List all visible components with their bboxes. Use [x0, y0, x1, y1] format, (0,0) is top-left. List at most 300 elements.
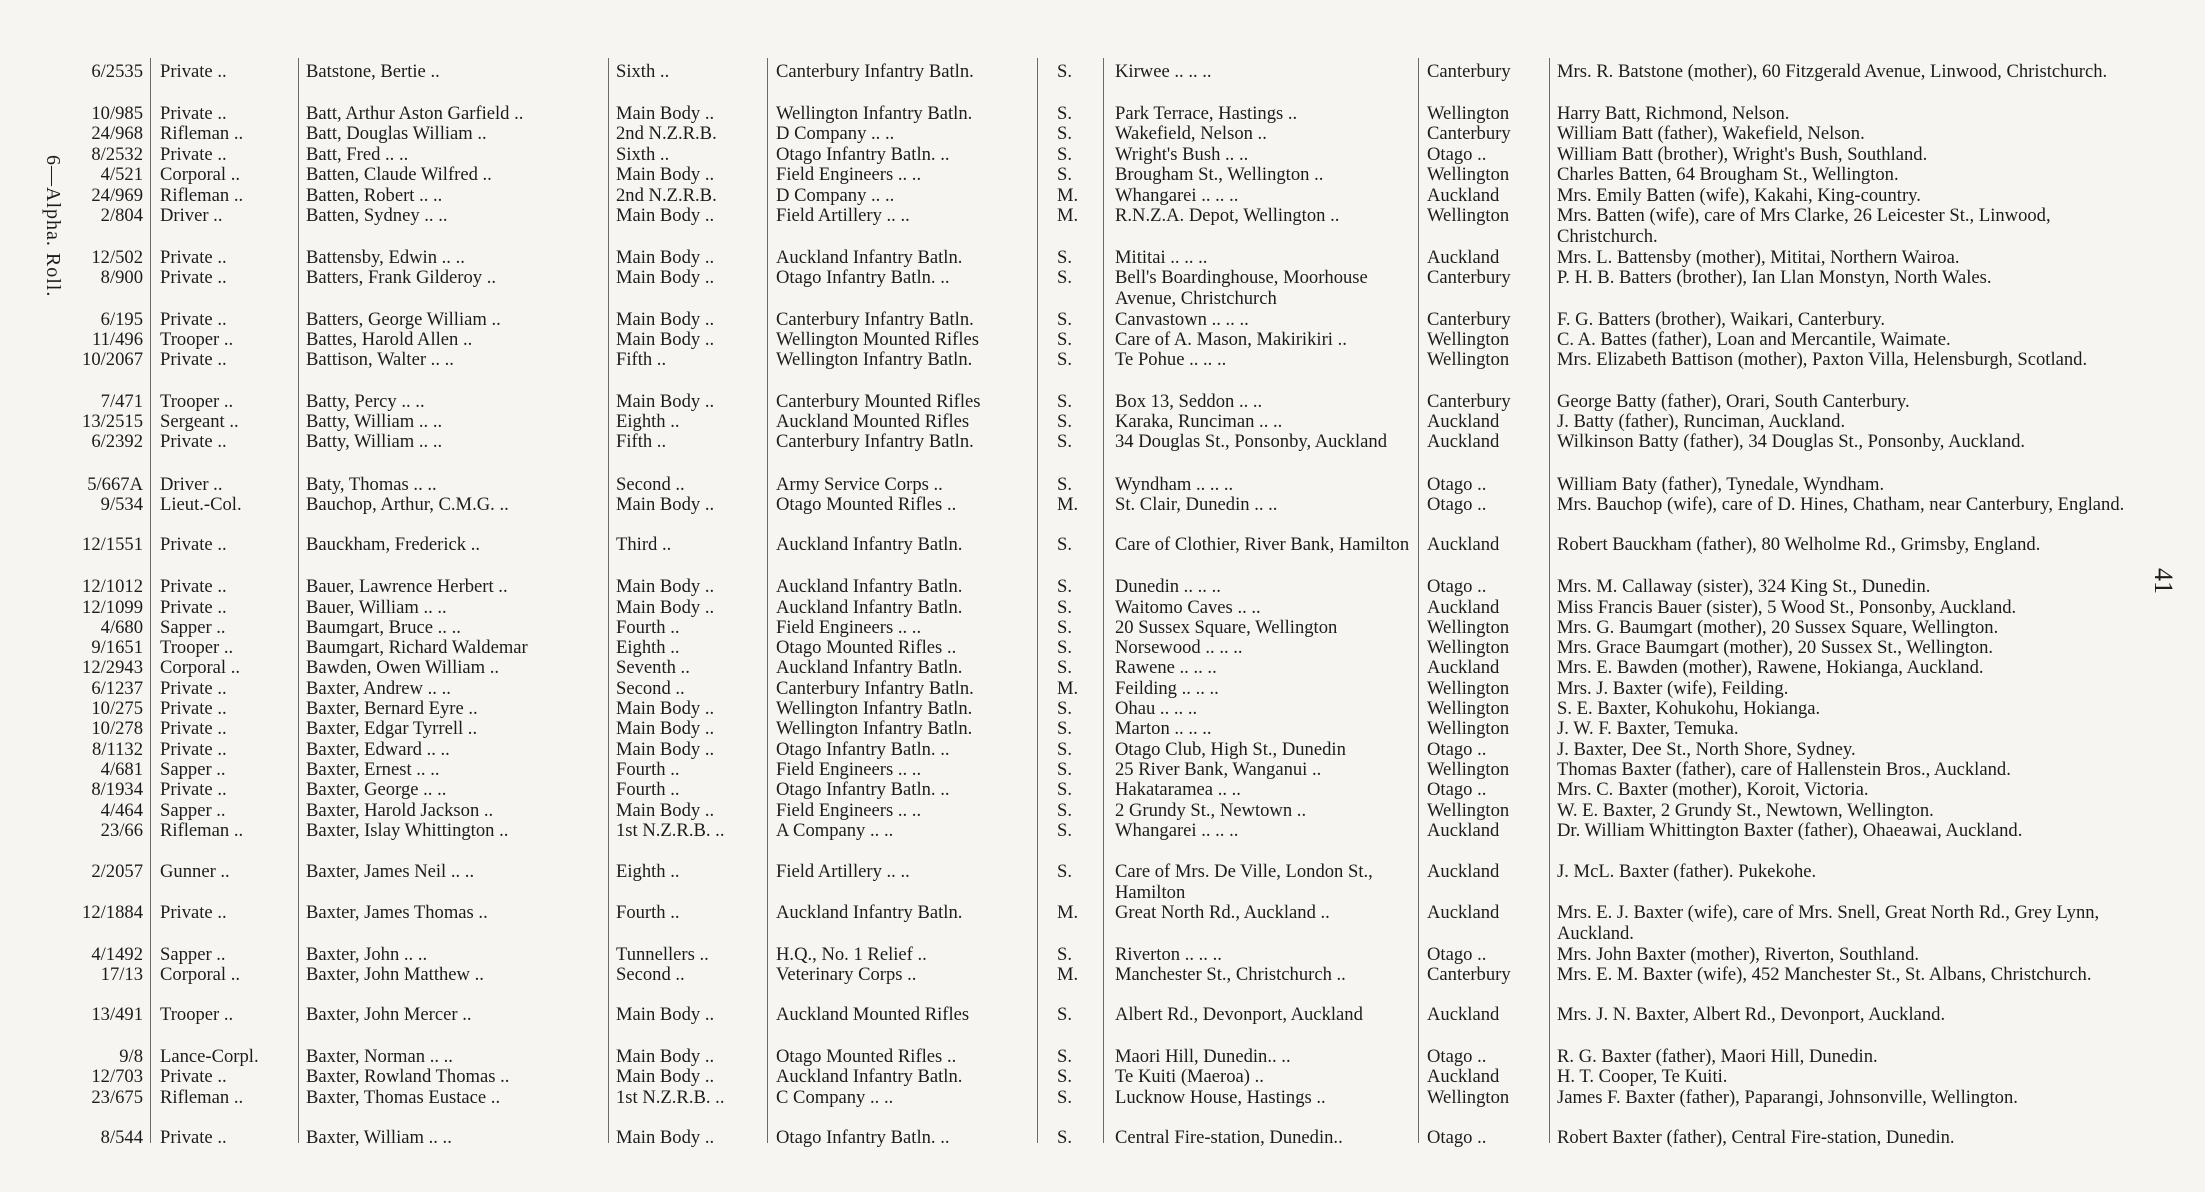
- next-of-kin-cell: W. E. Baxter, 2 Grundy St., Newtown, Wellington.: [1557, 800, 1934, 821]
- service-number-cell: 13/491: [91, 1004, 143, 1025]
- last-address-cell: Box 13, Seddon .. ..: [1115, 391, 1263, 412]
- corps-cell: Wellington Infantry Batln.: [776, 349, 973, 370]
- corps-cell: Otago Infantry Batln. ..: [776, 1127, 950, 1148]
- district-cell: Auckland: [1427, 657, 1500, 678]
- district-cell: Otago ..: [1427, 944, 1487, 965]
- corps-cell: Field Engineers .. ..: [776, 164, 922, 185]
- unit-cell: Main Body ..: [616, 576, 715, 597]
- marital-status-cell: S.: [1057, 1046, 1072, 1067]
- next-of-kin-cell: Dr. William Whittington Baxter (father), Ohaeawai, Auckland.: [1557, 820, 2023, 841]
- unit-cell: Main Body ..: [616, 205, 715, 226]
- district-cell: Wellington: [1427, 329, 1510, 350]
- rank-cell: Private ..: [160, 902, 227, 923]
- corps-cell: Otago Infantry Batln. ..: [776, 267, 950, 288]
- last-address-cell: Whangarei .. .. ..: [1115, 185, 1239, 206]
- unit-cell: Main Body ..: [616, 329, 715, 350]
- unit-cell: Third ..: [616, 534, 672, 555]
- rank-cell: Sergeant ..: [160, 411, 239, 432]
- last-address-cell: Riverton .. .. ..: [1115, 944, 1222, 965]
- rank-cell: Private ..: [160, 718, 227, 739]
- corps-cell: Veterinary Corps ..: [776, 964, 917, 985]
- marital-status-cell: S.: [1057, 576, 1072, 597]
- unit-cell: Main Body ..: [616, 1004, 715, 1025]
- rank-cell: Trooper ..: [160, 1004, 234, 1025]
- next-of-kin-cell: Mrs. J. Baxter (wife), Feilding.: [1557, 678, 1789, 699]
- unit-cell: Main Body ..: [616, 718, 715, 739]
- unit-cell: Fourth ..: [616, 902, 680, 923]
- unit-cell: Main Body ..: [616, 164, 715, 185]
- unit-cell: Main Body ..: [616, 597, 715, 618]
- rank-cell: Private ..: [160, 698, 227, 719]
- rank-cell: Private ..: [160, 1066, 227, 1087]
- corps-cell: Field Artillery .. ..: [776, 205, 910, 226]
- unit-cell: Sixth ..: [616, 61, 670, 82]
- next-of-kin-cell: Charles Batten, 64 Brougham St., Wellington.: [1557, 164, 1899, 185]
- marital-status-cell: M.: [1057, 205, 1079, 226]
- corps-cell: Canterbury Infantry Batln.: [776, 309, 974, 330]
- next-of-kin-cell: H. T. Cooper, Te Kuiti.: [1557, 1066, 1728, 1087]
- marital-status-cell: S.: [1057, 657, 1072, 678]
- last-address-cell: Ohau .. .. ..: [1115, 698, 1198, 719]
- corps-cell: Wellington Mounted Rifles: [776, 329, 980, 350]
- soldier-name-cell: Bauer, William .. ..: [306, 597, 447, 618]
- corps-cell: D Company .. ..: [776, 123, 895, 144]
- marital-status-cell: S.: [1057, 309, 1072, 330]
- last-address-cell: Norsewood .. .. ..: [1115, 637, 1243, 658]
- unit-cell: 2nd N.Z.R.B.: [616, 185, 717, 206]
- column-rule: [1103, 58, 1104, 1143]
- marital-status-cell: S.: [1057, 820, 1072, 841]
- unit-cell: Main Body ..: [616, 800, 715, 821]
- service-number-cell: 12/2943: [82, 657, 143, 678]
- corps-cell: Canterbury Infantry Batln.: [776, 431, 974, 452]
- soldier-name-cell: Batstone, Bertie ..: [306, 61, 440, 82]
- soldier-name-cell: Baxter, Edgar Tyrrell ..: [306, 718, 478, 739]
- marital-status-cell: S.: [1057, 1004, 1072, 1025]
- corps-cell: Canterbury Infantry Batln.: [776, 678, 974, 699]
- rank-cell: Private ..: [160, 779, 227, 800]
- district-cell: Wellington: [1427, 698, 1510, 719]
- last-address-cell: Albert Rd., Devonport, Auckland: [1115, 1004, 1363, 1025]
- last-address-cell: Wakefield, Nelson ..: [1115, 123, 1267, 144]
- service-number-cell: 6/1237: [91, 678, 143, 699]
- last-address-cell: Central Fire-station, Dunedin..: [1115, 1127, 1343, 1148]
- next-of-kin-cell: Mrs. M. Callaway (sister), 324 King St., Dunedin.: [1557, 576, 1931, 597]
- service-number-cell: 4/680: [100, 617, 143, 638]
- district-cell: Wellington: [1427, 718, 1510, 739]
- rank-cell: Rifleman ..: [160, 123, 244, 144]
- last-address-cell: R.N.Z.A. Depot, Wellington ..: [1115, 205, 1340, 226]
- district-cell: Auckland: [1427, 1066, 1500, 1087]
- marital-status-cell: S.: [1057, 779, 1072, 800]
- soldier-name-cell: Baxter, Andrew .. ..: [306, 678, 451, 699]
- corps-cell: Otago Mounted Rifles ..: [776, 494, 957, 515]
- last-address-cell: 34 Douglas St., Ponsonby, Auckland: [1115, 431, 1388, 452]
- last-address-cell: Manchester St., Christchurch ..: [1115, 964, 1346, 985]
- soldier-name-cell: Baxter, Thomas Eustace ..: [306, 1087, 501, 1108]
- service-number-cell: 4/681: [100, 759, 143, 780]
- rank-cell: Trooper ..: [160, 637, 234, 658]
- unit-cell: Main Body ..: [616, 739, 715, 760]
- last-address-cell: Wright's Bush .. ..: [1115, 144, 1249, 165]
- unit-cell: Main Body ..: [616, 267, 715, 288]
- corps-cell: Canterbury Mounted Rifles: [776, 391, 981, 412]
- corps-cell: Otago Infantry Batln. ..: [776, 739, 950, 760]
- last-address-cell: Care of Clothier, River Bank, Hamilton: [1115, 534, 1410, 555]
- district-cell: Wellington: [1427, 103, 1510, 124]
- district-cell: Wellington: [1427, 1087, 1510, 1108]
- next-of-kin-cell: Mrs. Elizabeth Battison (mother), Paxton Villa, Helensburgh, Scotland.: [1557, 349, 2088, 370]
- next-of-kin-cell: Mrs. E. M. Baxter (wife), 452 Manchester St., St. Albans, Christchurch.: [1557, 964, 2092, 985]
- unit-cell: Main Body ..: [616, 1127, 715, 1148]
- rank-cell: Private ..: [160, 597, 227, 618]
- column-rule: [1549, 58, 1550, 1143]
- last-address-cell: Te Pohue .. .. ..: [1115, 349, 1227, 370]
- service-number-cell: 9/8: [119, 1046, 143, 1067]
- rank-cell: Rifleman ..: [160, 1087, 244, 1108]
- soldier-name-cell: Baxter, Harold Jackson ..: [306, 800, 494, 821]
- next-of-kin-cell: George Batty (father), Orari, South Canterbury.: [1557, 391, 1910, 412]
- service-number-cell: 2/2057: [91, 861, 143, 882]
- marital-status-cell: S.: [1057, 718, 1072, 739]
- service-number-cell: 7/471: [100, 391, 143, 412]
- soldier-name-cell: Batten, Sydney .. ..: [306, 205, 448, 226]
- soldier-name-cell: Baty, Thomas .. ..: [306, 474, 437, 495]
- soldier-name-cell: Baxter, Bernard Eyre ..: [306, 698, 478, 719]
- service-number-cell: 8/1934: [91, 779, 143, 800]
- column-rule: [608, 58, 609, 1143]
- last-address-cell: Wyndham .. .. ..: [1115, 474, 1234, 495]
- next-of-kin-cell: C. A. Battes (father), Loan and Mercantile, Waimate.: [1557, 329, 1951, 350]
- corps-cell: C Company .. ..: [776, 1087, 894, 1108]
- marital-status-cell: S.: [1057, 267, 1072, 288]
- marital-status-cell: M.: [1057, 678, 1079, 699]
- last-address-cell: Karaka, Runciman .. ..: [1115, 411, 1283, 432]
- rank-cell: Private ..: [160, 431, 227, 452]
- last-address-cell: Te Kuiti (Maeroa) ..: [1115, 1066, 1264, 1087]
- rank-cell: Private ..: [160, 144, 227, 165]
- corps-cell: Wellington Infantry Batln.: [776, 103, 973, 124]
- service-number-cell: 12/1884: [82, 902, 143, 923]
- next-of-kin-cell: Mrs. J. N. Baxter, Albert Rd., Devonport, Auckland.: [1557, 1004, 1946, 1025]
- soldier-name-cell: Batt, Arthur Aston Garfield ..: [306, 103, 524, 124]
- last-address-cell: Bell's Boardinghouse, Moorhouse Avenue, Christchurch: [1115, 267, 1368, 309]
- corps-cell: Auckland Infantry Batln.: [776, 1066, 963, 1087]
- district-cell: Otago ..: [1427, 494, 1487, 515]
- district-cell: Otago ..: [1427, 474, 1487, 495]
- soldier-name-cell: Batt, Fred .. ..: [306, 144, 409, 165]
- next-of-kin-cell: Thomas Baxter (father), care of Hallenstein Bros., Auckland.: [1557, 759, 2011, 780]
- next-of-kin-cell: William Baty (father), Tynedale, Wyndham.: [1557, 474, 1885, 495]
- soldier-name-cell: Batty, William .. ..: [306, 431, 443, 452]
- side-label: 6—Alpha. Roll.: [42, 155, 64, 298]
- soldier-name-cell: Batters, Frank Gilderoy ..: [306, 267, 497, 288]
- district-cell: Auckland: [1427, 861, 1500, 882]
- column-rule: [1418, 58, 1419, 1143]
- soldier-name-cell: Batt, Douglas William ..: [306, 123, 487, 144]
- next-of-kin-cell: Mrs. Emily Batten (wife), Kakahi, King-country.: [1557, 185, 1921, 206]
- next-of-kin-cell: Mrs. E. J. Baxter (wife), care of Mrs. Snell, Great North Rd., Grey Lynn, Auckland.: [1557, 902, 2100, 944]
- corps-cell: Field Engineers .. ..: [776, 800, 922, 821]
- soldier-name-cell: Baxter, John Matthew ..: [306, 964, 484, 985]
- marital-status-cell: S.: [1057, 617, 1072, 638]
- marital-status-cell: S.: [1057, 411, 1072, 432]
- last-address-cell: Feilding .. .. ..: [1115, 678, 1219, 699]
- corps-cell: Auckland Infantry Batln.: [776, 247, 963, 268]
- marital-status-cell: S.: [1057, 1066, 1072, 1087]
- marital-status-cell: S.: [1057, 391, 1072, 412]
- corps-cell: Auckland Infantry Batln.: [776, 597, 963, 618]
- next-of-kin-cell: R. G. Baxter (father), Maori Hill, Dunedin.: [1557, 1046, 1878, 1067]
- last-address-cell: Waitomo Caves .. ..: [1115, 597, 1261, 618]
- corps-cell: Field Engineers .. ..: [776, 617, 922, 638]
- rank-cell: Sapper ..: [160, 944, 226, 965]
- last-address-cell: Mititai .. .. ..: [1115, 247, 1208, 268]
- soldier-name-cell: Bawden, Owen William ..: [306, 657, 500, 678]
- next-of-kin-cell: Mrs. C. Baxter (mother), Koroit, Victoria.: [1557, 779, 1869, 800]
- soldier-name-cell: Baxter, Islay Whittington ..: [306, 820, 509, 841]
- corps-cell: H.Q., No. 1 Relief ..: [776, 944, 927, 965]
- unit-cell: Main Body ..: [616, 309, 715, 330]
- soldier-name-cell: Batten, Claude Wilfred ..: [306, 164, 492, 185]
- rank-cell: Private ..: [160, 678, 227, 699]
- corps-cell: Canterbury Infantry Batln.: [776, 61, 974, 82]
- district-cell: Canterbury: [1427, 123, 1511, 144]
- last-address-cell: Whangarei .. .. ..: [1115, 820, 1239, 841]
- unit-cell: Main Body ..: [616, 391, 715, 412]
- marital-status-cell: S.: [1057, 1127, 1072, 1148]
- soldier-name-cell: Batters, George William ..: [306, 309, 501, 330]
- next-of-kin-cell: Robert Bauckham (father), 80 Welholme Rd., Grimsby, England.: [1557, 534, 2041, 555]
- unit-cell: Second ..: [616, 678, 685, 699]
- marital-status-cell: S.: [1057, 247, 1072, 268]
- service-number-cell: 4/521: [100, 164, 143, 185]
- next-of-kin-cell: James F. Baxter (father), Paparangi, Johnsonville, Wellington.: [1557, 1087, 2018, 1108]
- corps-cell: Auckland Infantry Batln.: [776, 657, 963, 678]
- column-rule: [298, 58, 299, 1143]
- marital-status-cell: S.: [1057, 164, 1072, 185]
- district-cell: Auckland: [1427, 185, 1500, 206]
- service-number-cell: 10/985: [91, 103, 143, 124]
- district-cell: Canterbury: [1427, 61, 1511, 82]
- district-cell: Otago ..: [1427, 576, 1487, 597]
- service-number-cell: 17/13: [100, 964, 143, 985]
- rank-cell: Trooper ..: [160, 329, 234, 350]
- last-address-cell: Brougham St., Wellington ..: [1115, 164, 1324, 185]
- last-address-cell: Great North Rd., Auckland ..: [1115, 902, 1330, 923]
- corps-cell: Auckland Infantry Batln.: [776, 534, 963, 555]
- column-rule: [1037, 58, 1038, 1143]
- service-number-cell: 23/675: [91, 1087, 143, 1108]
- district-cell: Otago ..: [1427, 779, 1487, 800]
- next-of-kin-cell: P. H. B. Batters (brother), Ian Llan Monstyn, North Wales.: [1557, 267, 1992, 288]
- service-number-cell: 13/2515: [82, 411, 143, 432]
- service-number-cell: 11/496: [92, 329, 143, 350]
- rank-cell: Sapper ..: [160, 800, 226, 821]
- next-of-kin-cell: J. W. F. Baxter, Temuka.: [1557, 718, 1739, 739]
- unit-cell: Main Body ..: [616, 247, 715, 268]
- soldier-name-cell: Baxter, William .. ..: [306, 1127, 452, 1148]
- last-address-cell: 25 River Bank, Wanganui ..: [1115, 759, 1322, 780]
- marital-status-cell: M.: [1057, 494, 1079, 515]
- rank-cell: Private ..: [160, 309, 227, 330]
- column-rule: [150, 58, 151, 1143]
- unit-cell: Fifth ..: [616, 431, 667, 452]
- rank-cell: Private ..: [160, 576, 227, 597]
- service-number-cell: 12/1551: [82, 534, 143, 555]
- rank-cell: Lance-Corpl.: [160, 1046, 259, 1067]
- unit-cell: Second ..: [616, 474, 685, 495]
- district-cell: Wellington: [1427, 349, 1510, 370]
- next-of-kin-cell: Wilkinson Batty (father), 34 Douglas St., Ponsonby, Auckland.: [1557, 431, 2026, 452]
- soldier-name-cell: Baxter, James Thomas ..: [306, 902, 488, 923]
- district-cell: Wellington: [1427, 205, 1510, 226]
- district-cell: Canterbury: [1427, 391, 1511, 412]
- unit-cell: Main Body ..: [616, 103, 715, 124]
- corps-cell: Auckland Infantry Batln.: [776, 576, 963, 597]
- page-number: 41: [2149, 568, 2178, 594]
- last-address-cell: Rawene .. .. ..: [1115, 657, 1217, 678]
- unit-cell: 2nd N.Z.R.B.: [616, 123, 717, 144]
- corps-cell: Wellington Infantry Batln.: [776, 698, 973, 719]
- next-of-kin-cell: J. Baxter, Dee St., North Shore, Sydney.: [1557, 739, 1856, 760]
- unit-cell: 1st N.Z.R.B. ..: [616, 1087, 725, 1108]
- soldier-name-cell: Bauckham, Frederick ..: [306, 534, 480, 555]
- soldier-name-cell: Baxter, Rowland Thomas ..: [306, 1066, 510, 1087]
- district-cell: Canterbury: [1427, 309, 1511, 330]
- service-number-cell: 8/900: [100, 267, 143, 288]
- rank-cell: Corporal ..: [160, 657, 241, 678]
- next-of-kin-cell: William Batt (brother), Wright's Bush, Southland.: [1557, 144, 1928, 165]
- district-cell: Auckland: [1427, 1004, 1500, 1025]
- corps-cell: Otago Infantry Batln. ..: [776, 144, 950, 165]
- last-address-cell: Marton .. .. ..: [1115, 718, 1212, 739]
- service-number-cell: 5/667A: [87, 474, 143, 495]
- unit-cell: Eighth ..: [616, 637, 680, 658]
- district-cell: Wellington: [1427, 800, 1510, 821]
- soldier-name-cell: Baxter, John Mercer ..: [306, 1004, 472, 1025]
- soldier-name-cell: Bauer, Lawrence Herbert ..: [306, 576, 508, 597]
- soldier-name-cell: Bauchop, Arthur, C.M.G. ..: [306, 494, 509, 515]
- unit-cell: Tunnellers ..: [616, 944, 709, 965]
- next-of-kin-cell: Harry Batt, Richmond, Nelson.: [1557, 103, 1790, 124]
- soldier-name-cell: Baxter, John .. ..: [306, 944, 428, 965]
- service-number-cell: 8/544: [100, 1127, 143, 1148]
- rank-cell: Driver ..: [160, 205, 223, 226]
- unit-cell: Second ..: [616, 964, 685, 985]
- district-cell: Wellington: [1427, 678, 1510, 699]
- last-address-cell: Park Terrace, Hastings ..: [1115, 103, 1298, 124]
- next-of-kin-cell: Mrs. Bauchop (wife), care of D. Hines, Chatham, near Canterbury, England.: [1557, 494, 2125, 515]
- rank-cell: Private ..: [160, 534, 227, 555]
- service-number-cell: 6/195: [100, 309, 143, 330]
- soldier-name-cell: Baumgart, Richard Waldemar: [306, 637, 528, 658]
- marital-status-cell: S.: [1057, 349, 1072, 370]
- corps-cell: Army Service Corps ..: [776, 474, 943, 495]
- district-cell: Wellington: [1427, 617, 1510, 638]
- service-number-cell: 9/1651: [91, 637, 143, 658]
- service-number-cell: 4/1492: [91, 944, 143, 965]
- unit-cell: Main Body ..: [616, 698, 715, 719]
- district-cell: Otago ..: [1427, 1127, 1487, 1148]
- last-address-cell: Canvastown .. .. ..: [1115, 309, 1249, 330]
- next-of-kin-cell: Miss Francis Bauer (sister), 5 Wood St., Ponsonby, Auckland.: [1557, 597, 2017, 618]
- next-of-kin-cell: F. G. Batters (brother), Waikari, Canterbury.: [1557, 309, 1885, 330]
- next-of-kin-cell: Mrs. E. Bawden (mother), Rawene, Hokianga, Auckland.: [1557, 657, 1984, 678]
- last-address-cell: Maori Hill, Dunedin.. ..: [1115, 1046, 1291, 1067]
- soldier-name-cell: Baumgart, Bruce .. ..: [306, 617, 461, 638]
- last-address-cell: Care of A. Mason, Makirikiri ..: [1115, 329, 1347, 350]
- marital-status-cell: S.: [1057, 597, 1072, 618]
- marital-status-cell: S.: [1057, 474, 1072, 495]
- district-cell: Otago ..: [1427, 144, 1487, 165]
- last-address-cell: Otago Club, High St., Dunedin: [1115, 739, 1346, 760]
- next-of-kin-cell: Mrs. Grace Baumgart (mother), 20 Sussex St., Wellington.: [1557, 637, 1994, 658]
- unit-cell: Fourth ..: [616, 617, 680, 638]
- soldier-name-cell: Batten, Robert .. ..: [306, 185, 443, 206]
- corps-cell: Auckland Mounted Rifles: [776, 1004, 970, 1025]
- next-of-kin-cell: J. McL. Baxter (father). Pukekohe.: [1557, 861, 1817, 882]
- district-cell: Auckland: [1427, 534, 1500, 555]
- service-number-cell: 23/66: [100, 820, 143, 841]
- marital-status-cell: M.: [1057, 964, 1079, 985]
- unit-cell: Main Body ..: [616, 1046, 715, 1067]
- next-of-kin-cell: Mrs. G. Baumgart (mother), 20 Sussex Square, Wellington.: [1557, 617, 1999, 638]
- district-cell: Auckland: [1427, 411, 1500, 432]
- soldier-name-cell: Baxter, Edward .. ..: [306, 739, 450, 760]
- service-number-cell: 9/534: [100, 494, 143, 515]
- marital-status-cell: S.: [1057, 329, 1072, 350]
- marital-status-cell: S.: [1057, 637, 1072, 658]
- district-cell: Auckland: [1427, 820, 1500, 841]
- next-of-kin-cell: Mrs. L. Battensby (mother), Mititai, Northern Wairoa.: [1557, 247, 1960, 268]
- last-address-cell: Kirwee .. .. ..: [1115, 61, 1212, 82]
- soldier-name-cell: Baxter, George .. ..: [306, 779, 447, 800]
- unit-cell: Eighth ..: [616, 411, 680, 432]
- next-of-kin-cell: J. Batty (father), Runciman, Auckland.: [1557, 411, 1846, 432]
- rank-cell: Sapper ..: [160, 759, 226, 780]
- service-number-cell: 8/1132: [92, 739, 143, 760]
- marital-status-cell: S.: [1057, 431, 1072, 452]
- rank-cell: Private ..: [160, 61, 227, 82]
- corps-cell: Otago Mounted Rifles ..: [776, 1046, 957, 1067]
- rank-cell: Private ..: [160, 247, 227, 268]
- soldier-name-cell: Batty, William .. ..: [306, 411, 443, 432]
- service-number-cell: 12/703: [91, 1066, 143, 1087]
- district-cell: Otago ..: [1427, 1046, 1487, 1067]
- last-address-cell: St. Clair, Dunedin .. ..: [1115, 494, 1278, 515]
- corps-cell: Otago Infantry Batln. ..: [776, 779, 950, 800]
- district-cell: Wellington: [1427, 759, 1510, 780]
- district-cell: Canterbury: [1427, 267, 1511, 288]
- next-of-kin-cell: Robert Baxter (father), Central Fire-station, Dunedin.: [1557, 1127, 1955, 1148]
- unit-cell: Eighth ..: [616, 861, 680, 882]
- marital-status-cell: M.: [1057, 902, 1079, 923]
- corps-cell: A Company .. ..: [776, 820, 894, 841]
- soldier-name-cell: Battensby, Edwin .. ..: [306, 247, 465, 268]
- corps-cell: D Company .. ..: [776, 185, 895, 206]
- marital-status-cell: S.: [1057, 698, 1072, 719]
- next-of-kin-cell: Mrs. R. Batstone (mother), 60 Fitzgerald Avenue, Linwood, Christchurch.: [1557, 61, 2108, 82]
- rank-cell: Gunner ..: [160, 861, 230, 882]
- service-number-cell: 4/464: [100, 800, 143, 821]
- district-cell: Otago ..: [1427, 739, 1487, 760]
- unit-cell: Fifth ..: [616, 349, 667, 370]
- district-cell: Canterbury: [1427, 964, 1511, 985]
- unit-cell: Main Body ..: [616, 494, 715, 515]
- service-number-cell: 10/2067: [82, 349, 143, 370]
- unit-cell: Fourth ..: [616, 759, 680, 780]
